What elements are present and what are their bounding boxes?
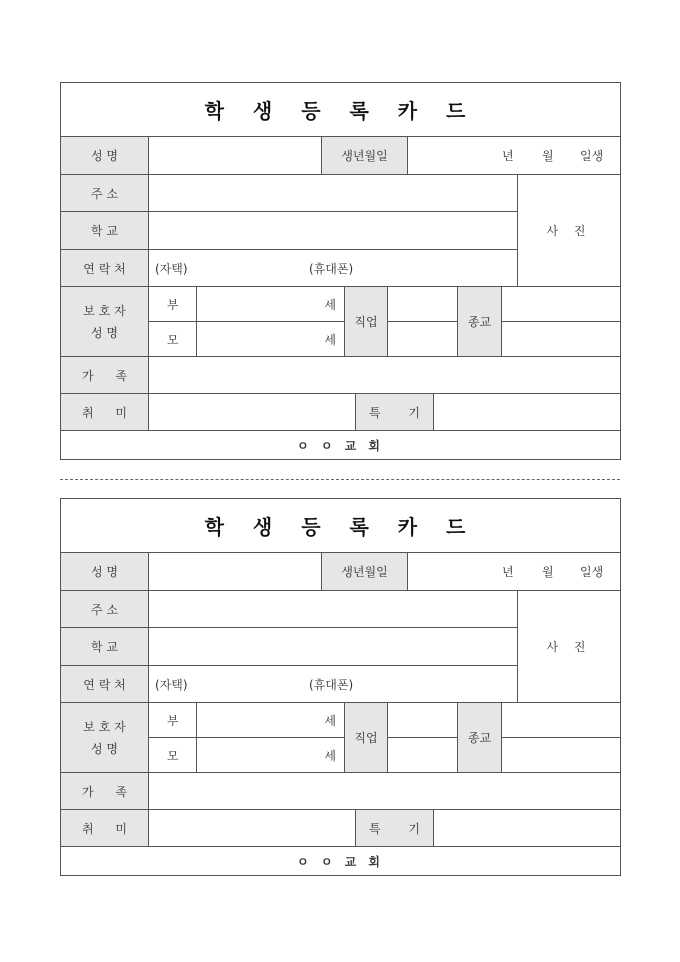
name-field[interactable]	[149, 553, 322, 591]
address-field[interactable]	[149, 591, 518, 628]
mother-label: 모	[149, 322, 197, 357]
address-field[interactable]	[149, 175, 518, 212]
card-title: 학 생 등 록 카 드	[61, 83, 620, 137]
address-label: 주 소	[61, 591, 149, 628]
religion-label: 종교	[458, 287, 502, 357]
guardian-label	[61, 703, 149, 773]
home-phone-label: (자택)	[155, 261, 188, 276]
family-field[interactable]	[149, 773, 620, 810]
guardian-label-line2: 성 명	[91, 325, 118, 340]
church-name: ㅇ ㅇ 교 회	[297, 854, 384, 869]
name-field[interactable]	[149, 137, 322, 175]
school-label: 학 교	[61, 212, 149, 250]
birth-field[interactable]	[408, 137, 620, 175]
job-label: 직업	[345, 703, 388, 773]
church-name: ㅇ ㅇ 교 회	[297, 438, 384, 453]
card-title: 학 생 등 록 카 드	[61, 499, 620, 553]
year-unit: 년	[502, 565, 514, 579]
student-registration-card	[60, 82, 621, 460]
birth-label: 생년월일	[322, 137, 408, 175]
specialty-label: 특 기	[356, 810, 434, 847]
contact-label: 연 락 처	[61, 250, 149, 287]
name-label: 성 명	[61, 553, 149, 591]
hobby-field[interactable]	[149, 810, 356, 847]
specialty-field[interactable]	[434, 394, 620, 431]
contact-field[interactable]	[149, 250, 518, 287]
photo-box: 사 진	[518, 175, 620, 287]
birth-suffix: 일생	[580, 565, 604, 579]
father-age-unit: 세	[324, 297, 336, 312]
family-label: 가 족	[61, 773, 149, 810]
family-label: 가 족	[61, 357, 149, 394]
specialty-label: 특 기	[356, 394, 434, 431]
father-age-field[interactable]	[197, 703, 345, 738]
student-registration-card	[60, 498, 621, 876]
father-job-field[interactable]	[388, 703, 458, 738]
religion-label: 종교	[458, 703, 502, 773]
mother-job-field[interactable]	[388, 322, 458, 357]
father-age-unit: 세	[324, 713, 336, 728]
name-label: 성 명	[61, 137, 149, 175]
father-religion-field[interactable]	[502, 287, 620, 322]
mother-age-field[interactable]	[197, 322, 345, 357]
father-label: 부	[149, 287, 197, 322]
home-phone-label: (자택)	[155, 677, 188, 692]
mother-label: 모	[149, 738, 197, 773]
father-religion-field[interactable]	[502, 703, 620, 738]
school-field[interactable]	[149, 212, 518, 250]
mother-job-field[interactable]	[388, 738, 458, 773]
father-job-field[interactable]	[388, 287, 458, 322]
cut-line	[60, 479, 620, 480]
school-field[interactable]	[149, 628, 518, 666]
mobile-phone-label: (휴대폰)	[309, 677, 354, 692]
mother-religion-field[interactable]	[502, 322, 620, 357]
contact-label: 연 락 처	[61, 666, 149, 703]
hobby-label: 취 미	[61, 394, 149, 431]
birth-label: 생년월일	[322, 553, 408, 591]
birth-suffix: 일생	[580, 149, 604, 163]
school-label: 학 교	[61, 628, 149, 666]
guardian-label-line1: 보 호 자	[83, 303, 126, 318]
month-unit: 월	[542, 149, 554, 163]
father-label: 부	[149, 703, 197, 738]
father-age-field[interactable]	[197, 287, 345, 322]
year-unit: 년	[502, 149, 514, 163]
specialty-field[interactable]	[434, 810, 620, 847]
guardian-label	[61, 287, 149, 357]
photo-box: 사 진	[518, 591, 620, 703]
job-label: 직업	[345, 287, 388, 357]
mother-religion-field[interactable]	[502, 738, 620, 773]
hobby-field[interactable]	[149, 394, 356, 431]
mother-age-unit: 세	[324, 748, 336, 763]
guardian-label-line2: 성 명	[91, 741, 118, 756]
mother-age-field[interactable]	[197, 738, 345, 773]
contact-field[interactable]	[149, 666, 518, 703]
month-unit: 월	[542, 565, 554, 579]
address-label: 주 소	[61, 175, 149, 212]
family-field[interactable]	[149, 357, 620, 394]
guardian-label-line1: 보 호 자	[83, 719, 126, 734]
mother-age-unit: 세	[324, 332, 336, 347]
hobby-label: 취 미	[61, 810, 149, 847]
mobile-phone-label: (휴대폰)	[309, 261, 354, 276]
birth-field[interactable]	[408, 553, 620, 591]
